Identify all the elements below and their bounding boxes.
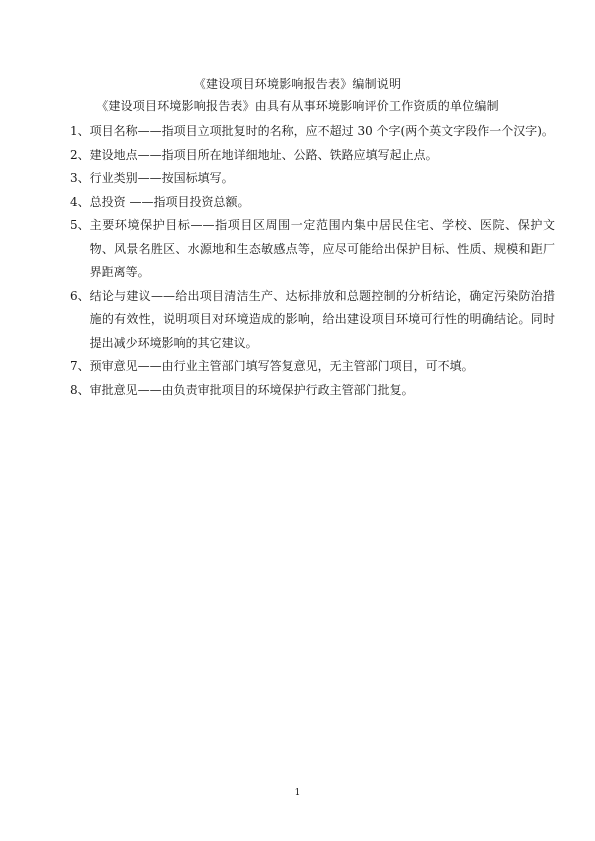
- instruction-item: [70, 285, 555, 356]
- instruction-item: [70, 355, 555, 379]
- instruction-item: [70, 167, 555, 191]
- item-number: 5、: [70, 218, 90, 232]
- item-number: 1、: [70, 124, 90, 138]
- item-number: 2、: [70, 147, 90, 162]
- item-text: 行业类别——按国标填写。: [89, 171, 234, 185]
- item-text: 主要环境保护目标——指项目区周围一定范围内集中居民住宅、学校、医院、保护文物、风景名胜区、水源地和生态敏感点等，应尽可能给出保护目标、性质、规模和距厂界距离等。: [89, 218, 555, 279]
- item-text: 建设地点——指项目所在地详细地址、公路、铁路应填写起止点。: [89, 147, 438, 162]
- document-subtitle: 《建设项目环境影响报告表》由具有从事环境影响评价工作资质的单位编制: [96, 99, 499, 113]
- item-text: 预审意见——由行业主管部门填写答复意见，无主管部门项目，可不填。: [89, 359, 474, 373]
- item-text: 项目名称——指项目立项批复时的名称，应不超过 30 个字(两个英文字段作一个汉字)。: [89, 124, 554, 138]
- document-title: 《建设项目环境影响报告表》编制说明: [193, 77, 402, 91]
- page-number: 1: [294, 788, 301, 798]
- item-number: 8、: [70, 382, 90, 397]
- instruction-list: [70, 120, 555, 402]
- item-text: 结论与建议——给出项目清洁生产、达标排放和总题控制的分析结论，确定污染防治措施的有效性，说明项目对环境造成的影响，给出建设项目环境可行性的明确结论。同时提出减少环境影响的其它建议。: [89, 288, 555, 350]
- item-number: 4、: [70, 194, 90, 209]
- item-text: 审批意见——由负责审批项目的环境保护行政主管部门批复。: [89, 382, 414, 397]
- instruction-item: [70, 144, 555, 168]
- item-text: 总投资 ——指项目投资总额。: [89, 194, 250, 209]
- instruction-item: [70, 120, 555, 144]
- item-number: 3、: [70, 171, 90, 185]
- instruction-item: [70, 191, 555, 215]
- item-number: 7、: [70, 359, 90, 373]
- item-number: 6、: [70, 288, 90, 303]
- instruction-item: [70, 214, 555, 285]
- instruction-item: [70, 379, 555, 403]
